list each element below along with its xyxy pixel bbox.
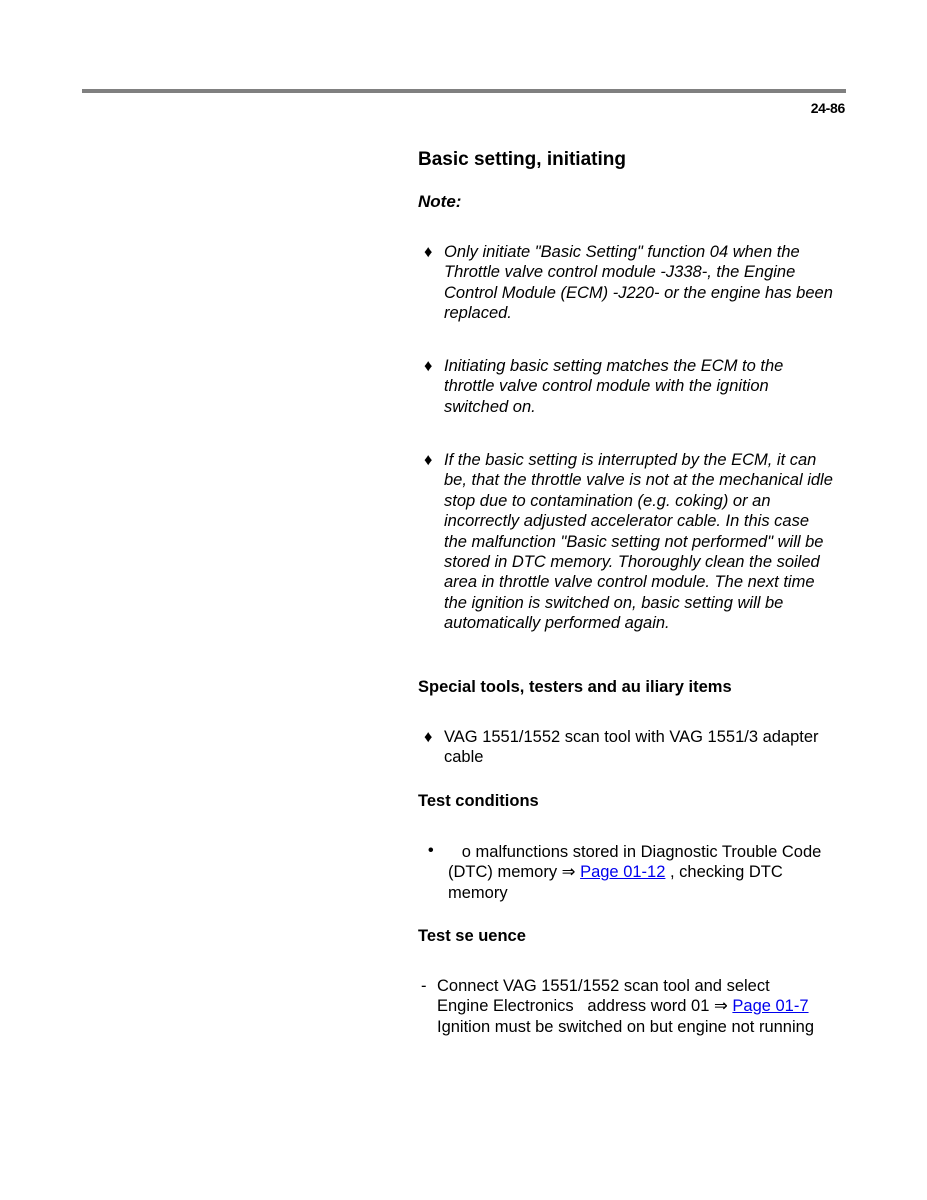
step-text-after: Ignition must be switched on but engine not running [437,997,823,1036]
note-item-3 [424,450,834,634]
tool-item-1 [424,727,834,768]
diamond-bullet-icon: ♦ [424,243,433,261]
note-text: Initiating basic setting matches the ECM to the throttle valve control module with the ignition switched on. [444,357,784,416]
note-item-1 [424,242,834,324]
note-item-2 [424,356,834,417]
sequence-heading: Test se uence [418,927,526,945]
condition-item-1 [424,842,834,903]
note-text: If the basic setting is interrupted by the ECM, it can be, that the throttle valve is not at the mechanical idle stop due to contamination (e.g. coking) or an incorrectly adjusted accelerator cable. In this case the malfunction "Basic setting not performed" will be stored in DTC memory. Thoroughly clean the soiled area in throttle valve control module. The next time the ignition is switched on, basic setting will be automatically performed again. [444,451,833,633]
sequence-step-1 [421,976,821,1037]
tools-heading: Special tools, testers and au iliary items [418,678,732,696]
note-text: Only initiate "Basic Setting" function 04 when the Throttle valve control module -J338-, the Engine Control Module (ECM) -J220- or the engine has been replaced. [444,243,833,323]
dot-bullet-icon: • [428,842,434,859]
page-01-12-link[interactable]: Page 01-12 [580,863,666,882]
condition-text [448,842,834,903]
dash-marker: - [421,977,427,995]
diamond-bullet-icon: ♦ [424,451,433,469]
diamond-bullet-icon: ♦ [424,357,433,375]
page-01-7-link[interactable]: Page 01-7 [732,997,809,1016]
page-number: 24-86 [810,100,845,116]
step-text-before: Connect VAG 1551/1552 scan tool and select Engine Electronics address word 01 ⇒ [437,977,784,1016]
section-heading: Basic setting, initiating [418,149,626,170]
condition-text-before: o malfunctions stored in Diagnostic Trouble Code (DTC) memory ⇒ [448,843,826,882]
diamond-bullet-icon: ♦ [424,728,433,746]
condition-text-after: , checking DTC memory [448,863,788,902]
conditions-heading: Test conditions [418,792,539,810]
step-text [437,976,821,1037]
header-rule [82,89,846,93]
tool-text: VAG 1551/1552 scan tool with VAG 1551/3 adapter cable [444,728,819,767]
note-label: Note: [418,192,462,211]
